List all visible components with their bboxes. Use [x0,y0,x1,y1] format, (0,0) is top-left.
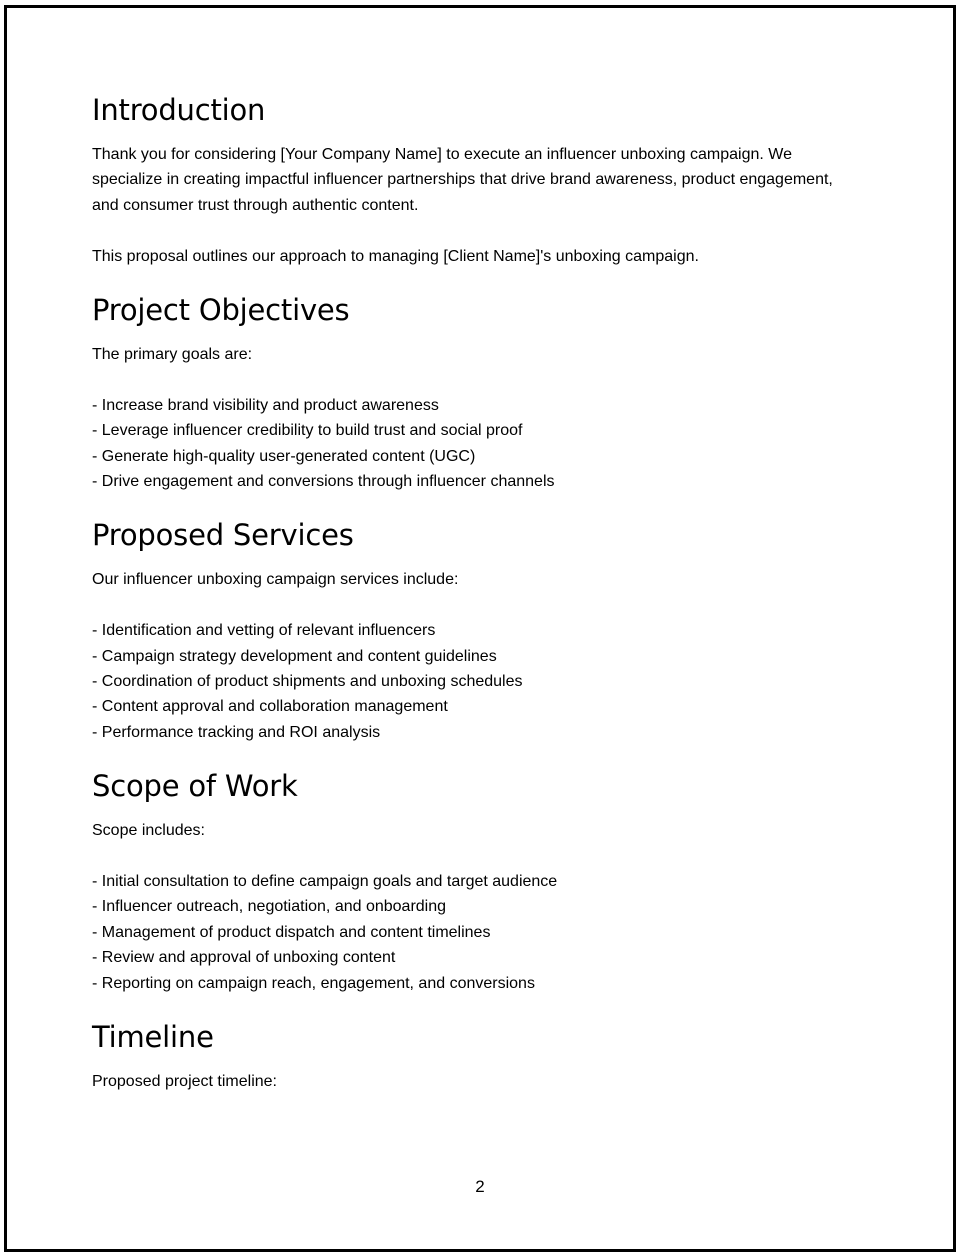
document-body [92,92,852,1120]
section-objectives [92,292,852,494]
introduction-paragraph: Thank you for considering [Your Company Name] to execute an influencer unboxing campaign. We specialize in creating impactful influencer partnerships that drive brand awareness, product engagement, and consumer trust through authentic content. [92,146,833,214]
objectives-list [92,393,852,495]
introduction-paragraph: This proposal outlines our approach to managing [Client Name]'s unboxing campaign. [92,247,699,265]
list-item: - Campaign strategy development and content guidelines [92,647,497,665]
list-item: - Performance tracking and ROI analysis [92,723,381,741]
section-heading-introduction: Introduction [92,93,266,127]
list-item: - Influencer outreach, negotiation, and onboarding [92,898,447,916]
objectives-intro: The primary goals are: [92,346,253,364]
list-item: - Reporting on campaign reach, engagement, and conversions [92,974,535,992]
section-heading-timeline: Timeline [92,1020,214,1055]
timeline-intro: Proposed project timeline: [92,1073,277,1091]
list-item: - Drive engagement and conversions through influencer channels [92,473,555,491]
section-timeline [92,1019,852,1094]
list-item: - Leverage influencer credibility to build trust and social proof [92,422,523,440]
scope-list [92,869,852,996]
services-list [92,618,852,745]
list-item: - Increase brand visibility and product awareness [92,396,439,414]
list-item: - Coordination of product shipments and unboxing schedules [92,673,523,691]
section-introduction [92,92,852,269]
scope-intro: Scope includes: [92,822,205,840]
list-item: - Generate high-quality user-generated content (UGC) [92,447,476,465]
section-services [92,517,852,745]
list-item: - Initial consultation to define campaign goals and target audience [92,873,558,891]
section-heading-objectives: Project Objectives [92,293,350,328]
list-item: - Identification and vetting of relevant influencers [92,622,436,640]
section-heading-scope: Scope of Work [92,769,298,804]
list-item: - Management of product dispatch and content timelines [92,923,491,941]
section-scope [92,768,852,996]
page-number: 2 [475,1177,485,1196]
list-item: - Review and approval of unboxing content [92,949,396,967]
section-heading-services: Proposed Services [92,518,354,553]
services-intro: Our influencer unboxing campaign services include: [92,571,459,589]
list-item: - Content approval and collaboration management [92,698,448,716]
